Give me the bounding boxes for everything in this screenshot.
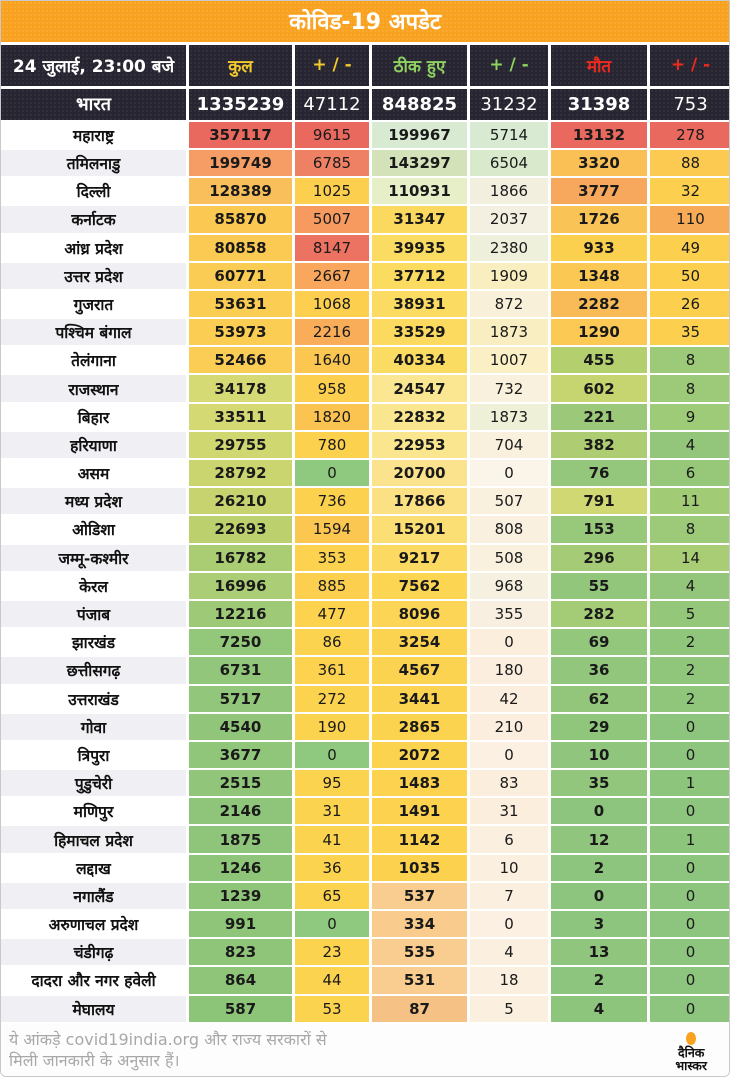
column-header-row [1,45,729,87]
state-rows [1,122,729,1024]
source-note-line2: मिली जानकारी के अनुसार हैं। [9,1050,180,1070]
value-cell: 0 [650,883,730,909]
value-cell: 5717 [189,686,292,712]
value-cell: 9615 [295,122,369,148]
value-cell: 4 [551,996,647,1022]
state-name: अरुणाचल प्रदेश [1,911,186,937]
value-cell: 69 [551,629,647,655]
state-name: आंध्र प्रदेश [1,235,186,261]
value-cell: 0 [650,911,730,937]
value-cell: 8 [650,347,730,373]
value-cell: 0 [295,742,369,768]
value-cell: 2072 [372,742,467,768]
value-cell: 53631 [189,291,292,317]
value-cell: 1820 [295,404,369,430]
value-cell: 278 [650,122,730,148]
state-name: मध्य प्रदेश [1,488,186,514]
state-name: पंजाब [1,601,186,627]
state-name: त्रिपुरा [1,742,186,768]
value-cell: 353 [295,545,369,571]
value-cell: 6785 [295,150,369,176]
logo-text-line2: भास्कर [675,1057,707,1073]
value-cell: 2380 [470,235,548,261]
column-header-deaths: मौत [551,45,647,87]
value-cell: 991 [189,911,292,937]
value-cell: 477 [295,601,369,627]
value-cell: 2515 [189,770,292,796]
value-cell: 128389 [189,178,292,204]
value-cell: 958 [295,375,369,401]
value-cell: 14 [650,545,730,571]
value-cell: 36 [551,657,647,683]
value-cell: 1142 [372,826,467,852]
state-name: ओडिशा [1,516,186,542]
value-cell: 60771 [189,263,292,289]
value-cell: 16782 [189,545,292,571]
value-cell: 76 [551,460,647,486]
value-cell: 0 [470,629,548,655]
value-cell: 2282 [551,291,647,317]
value-cell: 508 [470,545,548,571]
value-cell: 3441 [372,686,467,712]
table-row [1,742,729,768]
value-cell: 42 [470,686,548,712]
value-cell: 0 [650,939,730,965]
table-row [1,404,729,430]
logo-text-line1: दैनिक [677,1044,705,1060]
table-row [1,432,729,458]
value-cell: 0 [650,742,730,768]
state-name: गोवा [1,714,186,740]
value-cell: 3 [551,911,647,937]
updated-timestamp: 24 जुलाई, 23:00 बजे [1,45,186,87]
value-cell: 6 [650,460,730,486]
value-cell: 37712 [372,263,467,289]
value-cell: 95 [295,770,369,796]
value-cell: 2 [650,686,730,712]
value-cell: 0 [650,996,730,1022]
value-cell: 110 [650,206,730,232]
value-cell: 1873 [470,404,548,430]
value-cell: 3777 [551,178,647,204]
value-cell: 31 [470,798,548,824]
value-cell: 1 [650,826,730,852]
table-row [1,798,729,824]
state-name: असम [1,460,186,486]
table-row [1,855,729,881]
value-cell: 1025 [295,178,369,204]
value-cell: 180 [470,657,548,683]
table-row [1,967,729,993]
column-header-deaths-delta: + / - [650,45,730,87]
value-cell: 12216 [189,601,292,627]
table-row [1,206,729,232]
table-row [1,911,729,937]
state-name: महाराष्ट्र [1,122,186,148]
value-cell: 35 [551,770,647,796]
value-cell: 0 [295,460,369,486]
table-row [1,375,729,401]
value-cell: 1594 [295,516,369,542]
table-row [1,291,729,317]
value-cell: 199749 [189,150,292,176]
india-recovered: 848825 [372,89,467,120]
value-cell: 587 [189,996,292,1022]
value-cell: 8 [650,516,730,542]
value-cell: 6731 [189,657,292,683]
value-cell: 1875 [189,826,292,852]
table-row [1,826,729,852]
value-cell: 361 [295,657,369,683]
value-cell: 39935 [372,235,467,261]
table-row [1,939,729,965]
table-row [1,573,729,599]
value-cell: 15201 [372,516,467,542]
value-cell: 32 [650,178,730,204]
value-cell: 5007 [295,206,369,232]
value-cell: 4567 [372,657,467,683]
table-row [1,714,729,740]
state-name: छत्तीसगढ़ [1,657,186,683]
value-cell: 1491 [372,798,467,824]
value-cell: 2 [551,855,647,881]
source-note [9,1030,327,1072]
table-row [1,319,729,345]
value-cell: 23 [295,939,369,965]
footer [1,1024,729,1076]
value-cell: 143297 [372,150,467,176]
table-row [1,235,729,261]
state-name: पश्चिम बंगाल [1,319,186,345]
value-cell: 62 [551,686,647,712]
state-name: गुजरात [1,291,186,317]
table-row [1,488,729,514]
value-cell: 110931 [372,178,467,204]
value-cell: 44 [295,967,369,993]
value-cell: 780 [295,432,369,458]
value-cell: 2216 [295,319,369,345]
value-cell: 35 [650,319,730,345]
value-cell: 5 [470,996,548,1022]
value-cell: 190 [295,714,369,740]
value-cell: 1290 [551,319,647,345]
india-total-row [1,89,729,120]
value-cell: 29755 [189,432,292,458]
value-cell: 282 [551,601,647,627]
value-cell: 864 [189,967,292,993]
value-cell: 41 [295,826,369,852]
table-row [1,686,729,712]
value-cell: 3320 [551,150,647,176]
value-cell: 507 [470,488,548,514]
value-cell: 85870 [189,206,292,232]
value-cell: 732 [470,375,548,401]
india-recovered-delta: 31232 [470,89,548,120]
value-cell: 55 [551,573,647,599]
value-cell: 1007 [470,347,548,373]
value-cell: 0 [650,855,730,881]
state-name: दिल्ली [1,178,186,204]
value-cell: 791 [551,488,647,514]
state-name: हिमाचल प्रदेश [1,826,186,852]
value-cell: 2 [650,629,730,655]
value-cell: 7562 [372,573,467,599]
value-cell: 1873 [470,319,548,345]
value-cell: 52466 [189,347,292,373]
value-cell: 2667 [295,263,369,289]
column-header-recovered-delta: + / - [470,45,548,87]
value-cell: 9217 [372,545,467,571]
value-cell: 2 [551,967,647,993]
value-cell: 10 [470,855,548,881]
value-cell: 2037 [470,206,548,232]
value-cell: 1239 [189,883,292,909]
table-row [1,629,729,655]
table-row [1,460,729,486]
value-cell: 0 [470,460,548,486]
value-cell: 22693 [189,516,292,542]
value-cell: 31 [295,798,369,824]
value-cell: 602 [551,375,647,401]
value-cell: 13 [551,939,647,965]
state-name: झारखंड [1,629,186,655]
column-header-total: कुल [189,45,292,87]
state-name: बिहार [1,404,186,430]
value-cell: 9 [650,404,730,430]
value-cell: 4540 [189,714,292,740]
value-cell: 18 [470,967,548,993]
table-row [1,178,729,204]
table-row [1,996,729,1022]
value-cell: 0 [295,911,369,937]
value-cell: 12 [551,826,647,852]
value-cell: 0 [470,742,548,768]
value-cell: 1035 [372,855,467,881]
value-cell: 823 [189,939,292,965]
value-cell: 0 [551,798,647,824]
value-cell: 22832 [372,404,467,430]
value-cell: 1246 [189,855,292,881]
value-cell: 455 [551,347,647,373]
value-cell: 50 [650,263,730,289]
value-cell: 1726 [551,206,647,232]
value-cell: 26 [650,291,730,317]
value-cell: 153 [551,516,647,542]
value-cell: 872 [470,291,548,317]
table-row [1,150,729,176]
value-cell: 3254 [372,629,467,655]
table-row [1,122,729,148]
state-name: मणिपुर [1,798,186,824]
value-cell: 531 [372,967,467,993]
value-cell: 221 [551,404,647,430]
value-cell: 3677 [189,742,292,768]
value-cell: 382 [551,432,647,458]
state-name: हरियाणा [1,432,186,458]
value-cell: 968 [470,573,548,599]
value-cell: 31347 [372,206,467,232]
value-cell: 2 [650,657,730,683]
value-cell: 0 [551,883,647,909]
value-cell: 36 [295,855,369,881]
value-cell: 0 [470,911,548,937]
value-cell: 808 [470,516,548,542]
state-name: जम्मू-कश्मीर [1,545,186,571]
value-cell: 28792 [189,460,292,486]
value-cell: 38931 [372,291,467,317]
table-row [1,601,729,627]
value-cell: 357117 [189,122,292,148]
value-cell: 53 [295,996,369,1022]
state-name: दादरा और नगर हवेली [1,967,186,993]
value-cell: 80858 [189,235,292,261]
value-cell: 4 [650,432,730,458]
india-total: 1335239 [189,89,292,120]
value-cell: 5714 [470,122,548,148]
value-cell: 16996 [189,573,292,599]
value-cell: 49 [650,235,730,261]
value-cell: 1483 [372,770,467,796]
value-cell: 4 [470,939,548,965]
value-cell: 65 [295,883,369,909]
state-name: तमिलनाडु [1,150,186,176]
value-cell: 17866 [372,488,467,514]
value-cell: 33529 [372,319,467,345]
value-cell: 537 [372,883,467,909]
bhaskar-flame-icon [686,1032,696,1045]
value-cell: 7250 [189,629,292,655]
value-cell: 1068 [295,291,369,317]
value-cell: 355 [470,601,548,627]
value-cell: 933 [551,235,647,261]
value-cell: 86 [295,629,369,655]
value-cell: 26210 [189,488,292,514]
value-cell: 13132 [551,122,647,148]
value-cell: 272 [295,686,369,712]
state-name: उत्तर प्रदेश [1,263,186,289]
state-name: मेघालय [1,996,186,1022]
value-cell: 7 [470,883,548,909]
value-cell: 885 [295,573,369,599]
value-cell: 24547 [372,375,467,401]
value-cell: 83 [470,770,548,796]
column-header-recovered: ठीक हुए [372,45,467,87]
table-row [1,545,729,571]
table-row [1,883,729,909]
value-cell: 2865 [372,714,467,740]
value-cell: 296 [551,545,647,571]
value-cell: 1866 [470,178,548,204]
value-cell: 33511 [189,404,292,430]
value-cell: 736 [295,488,369,514]
page-title: कोविड-19 अपडेट [1,1,729,42]
table-row [1,657,729,683]
value-cell: 8096 [372,601,467,627]
value-cell: 6 [470,826,548,852]
value-cell: 334 [372,911,467,937]
value-cell: 6504 [470,150,548,176]
value-cell: 10 [551,742,647,768]
state-name: केरल [1,573,186,599]
value-cell: 88 [650,150,730,176]
india-total-delta: 47112 [295,89,369,120]
value-cell: 8147 [295,235,369,261]
value-cell: 535 [372,939,467,965]
state-name: नगालैंड [1,883,186,909]
table-row [1,770,729,796]
value-cell: 199967 [372,122,467,148]
value-cell: 29 [551,714,647,740]
value-cell: 1 [650,770,730,796]
value-cell: 4 [650,573,730,599]
column-header-total-delta: + / - [295,45,369,87]
value-cell: 11 [650,488,730,514]
value-cell: 2146 [189,798,292,824]
table-row [1,516,729,542]
state-name: राजस्थान [1,375,186,401]
source-note-line1: ये आंकड़े covid19india.org और राज्य सरकारों से [9,1029,327,1049]
value-cell: 1348 [551,263,647,289]
dainik-bhaskar-logo [675,1032,719,1072]
value-cell: 1640 [295,347,369,373]
value-cell: 0 [650,798,730,824]
india-deaths: 31398 [551,89,647,120]
value-cell: 22953 [372,432,467,458]
value-cell: 1909 [470,263,548,289]
india-deaths-delta: 753 [650,89,730,120]
state-name: उत्तराखंड [1,686,186,712]
value-cell: 5 [650,601,730,627]
value-cell: 8 [650,375,730,401]
table-row [1,263,729,289]
state-name: कर्नाटक [1,206,186,232]
value-cell: 0 [650,714,730,740]
state-name: तेलंगाना [1,347,186,373]
value-cell: 53973 [189,319,292,345]
value-cell: 34178 [189,375,292,401]
value-cell: 40334 [372,347,467,373]
value-cell: 210 [470,714,548,740]
value-cell: 0 [650,967,730,993]
value-cell: 704 [470,432,548,458]
state-name: लद्दाख [1,855,186,881]
value-cell: 87 [372,996,467,1022]
india-label: भारत [1,89,186,120]
value-cell: 20700 [372,460,467,486]
table-row [1,347,729,373]
state-name: चंडीगढ़ [1,939,186,965]
state-name: पुडुचेरी [1,770,186,796]
